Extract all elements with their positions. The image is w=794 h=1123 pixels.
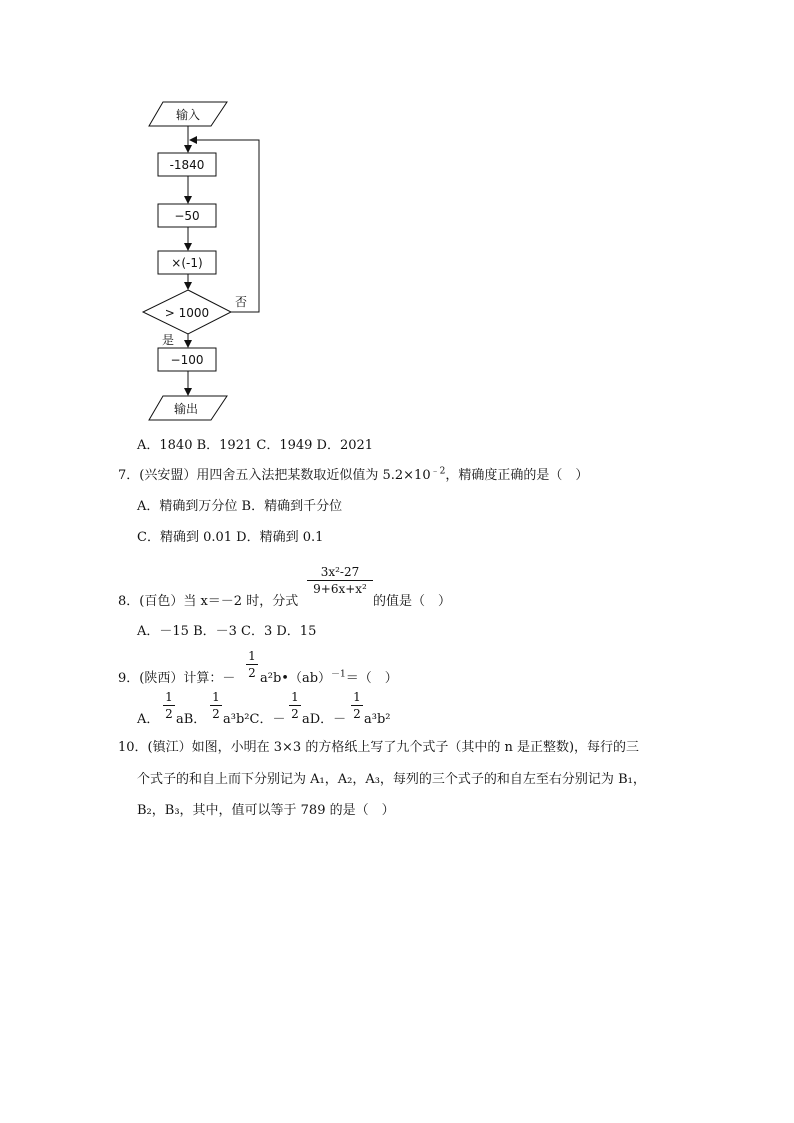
q8-denominator: 9+6x+x² [313,582,367,596]
q7-exponent: ﹣2 [430,466,446,477]
q9-stem-b-wrap [260,671,398,687]
q9-oa-num: 1 [165,690,173,704]
q9-option-c-frac [289,690,301,721]
step4-label: −100 [170,353,204,367]
q9-fraction [246,649,258,680]
q9-option-a-frac [163,690,175,721]
q7-stem-a: 7．(兴安盟）用四舍五入法把某数取近似值为 5.2×10 [118,468,431,483]
q9-option-b-tail: a³b²C．－ [223,712,286,727]
q8-stem-a: 8．(百色）当 x＝－2 时，分式 [118,594,299,609]
q9-frac-num: 1 [248,649,256,663]
q7-stem-b: ，精确度正确的是（ ） [445,468,589,483]
q9-oa-den: 2 [165,707,173,721]
q9-option-d-tail: a³b² [364,712,391,727]
q6-options: A．1840 B．1921 C．1949 D．2021 [137,438,374,453]
q7-options-1: A．精确到万分位 B．精确到千分位 [137,499,343,514]
yes-label: 是 [162,333,175,347]
decision-label: > 1000 [164,306,210,320]
q9-option-a-label: A． [137,712,160,727]
q8-options: A．－15 B．－3 C．3 D．15 [137,624,317,639]
step1-label: -1840 [169,158,205,172]
q10-line3: B₂，B₃，其中，值可以等于 789 的是（ ） [137,803,395,818]
q7-options-2: C．精确到 0.01 D．精确到 0.1 [137,530,324,545]
q9-option-b-frac [210,690,222,721]
q9-od-den: 2 [353,707,361,721]
input-label: 输入 [175,108,201,122]
q9-oc-num: 1 [291,690,299,704]
q9-option-d-frac [351,690,363,721]
q8-fraction [307,565,373,596]
q9-option-a-tail: aB． [176,712,207,727]
flowchart [0,0,300,430]
step3-label: ×(-1) [171,256,203,270]
q9-od-num: 1 [353,690,361,704]
q9-stem-b: a²b•（ab） [260,671,332,686]
step2-label: −50 [174,209,200,223]
q9-stem-c: ＝（ ） [345,671,398,686]
q9-option-c-tail: aD．－ [302,712,347,727]
q10-line1: 10．(镇江）如图，小明在 3×3 的方格纸上写了九个式子（其中的 n 是正整数)，每行的三 [118,740,640,755]
q9-stem-a: 9．(陕西）计算：－ [118,671,236,686]
q8-numerator: 3x²-27 [320,565,360,579]
q9-frac-den: 2 [248,666,256,680]
q9-oc-den: 2 [291,707,299,721]
q10-line2: 个式子的和自上而下分别记为 A₁，A₂，A₃，每列的三个式子的和自左至右分别记为 B₁， [137,772,646,787]
q9-ob-num: 1 [212,690,220,704]
output-label: 输出 [173,402,199,416]
q8-stem-b: 的值是（ ） [373,594,452,609]
q9-exponent: －1 [331,669,346,680]
q7-stem [118,468,588,484]
q9-ob-den: 2 [212,707,220,721]
no-label: 否 [235,295,248,309]
